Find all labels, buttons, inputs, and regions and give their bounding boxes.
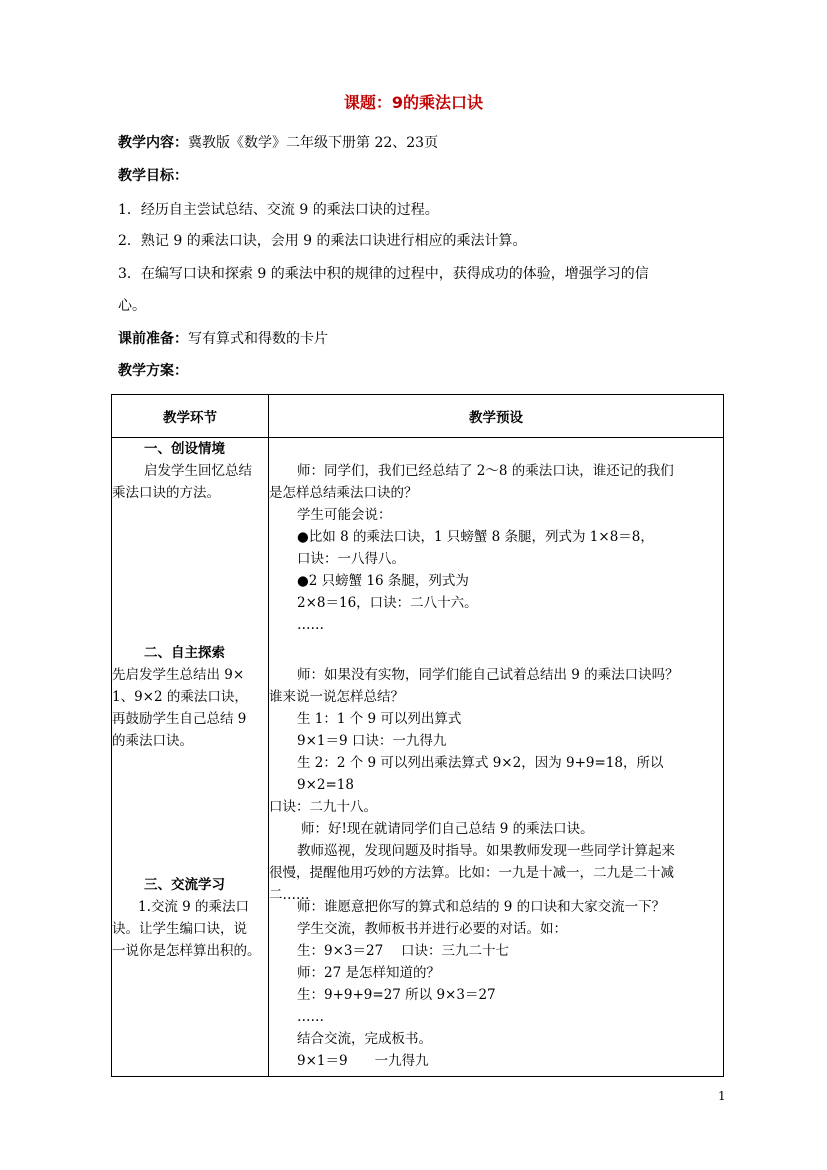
lesson-prep (118, 329, 328, 349)
stage-text: 一说你是怎样算出积的。 (112, 943, 261, 959)
plan-text: 师：27 是怎样知道的？ (297, 965, 440, 981)
stage-cell (112, 438, 269, 1077)
goal-item: 2．熟记 9 的乘法口诀，会用 9 的乘法口诀进行相应的乘法计算。 (118, 233, 527, 249)
plan-text: 师：同学们，我们已经总结了 2～8 的乘法口诀，谁还记的我们 (297, 463, 674, 479)
plan-text: ●比如 8 的乘法口诀，1 只螃蟹 8 条腿，列式为 1×8＝8， (297, 529, 654, 545)
teaching-content-label: 教学内容： (118, 135, 188, 151)
section-heading: 二、自主探索 (144, 645, 225, 661)
plan-text: …… (297, 617, 324, 633)
plan-text: 生：9+9+9=27 所以 9×3＝27 (297, 987, 496, 1003)
plan-text: 学生交流，教师板书并进行必要的对话。如： (297, 921, 567, 937)
teaching-content-value: 冀教版《数学》二年级下册第 22、23页 (188, 135, 439, 151)
page-title: 课题：9的乘法口诀 (343, 93, 484, 112)
stage-text: 再鼓励学生自己总结 9 (112, 711, 247, 727)
plan-text: 师：好!现在就请同学们自己总结 9 的乘法口诀。 (301, 821, 594, 837)
plan-text: 生 2：2 个 9 可以列出乘法算式 9×2，因为 9+9=18，所以 9×2=18 (297, 755, 664, 793)
plan-cell (269, 438, 724, 1077)
lesson-prep-label: 课前准备： (118, 331, 188, 347)
plan-text: 教师巡视，发现问题及时指导。如果教师发现一些同学计算起来 (297, 843, 675, 859)
plan-text: 师：如果没有实物，同学们能自己试着总结出 9 的乘法口诀吗？ (297, 667, 679, 683)
goal-item: 心。 (118, 298, 146, 314)
stage-text: 先启发学生总结出 9× (112, 667, 245, 683)
plan-text: ●2 只螃蟹 16 条腿，列式为 (297, 573, 469, 589)
plan-text: 9×1＝9 口诀：一九得九 (297, 733, 447, 749)
lesson-prep-value: 写有算式和得数的卡片 (188, 331, 328, 347)
plan-text: 口诀：二九十八。 (269, 799, 377, 815)
stage-text: 启发学生回忆总结 (144, 463, 252, 479)
stage-text: 1、9×2 的乘法口诀， (112, 689, 248, 705)
stage-text: 诀。让学生编口诀，说 (112, 921, 247, 937)
plan-text: 生：9×3＝27 口诀：三九二十七 (297, 943, 509, 959)
column-header-plan: 教学预设 (269, 395, 724, 438)
plan-text: …… (297, 1009, 324, 1025)
plan-text: 师：谁愿意把你写的算式和总结的 9 的口诀和大家交流一下？ (297, 899, 666, 915)
plan-text: 学生可能会说： (297, 507, 392, 523)
page-number: 1 (718, 1089, 726, 1103)
plan-text: 很慢，提醒他用巧妙的方法算。比如：一九是十减一，二九是二十减 (269, 865, 674, 881)
goal-item: 1．经历自主尝试总结、交流 9 的乘法口诀的过程。 (118, 202, 439, 218)
section-heading: 三、交流学习 (144, 877, 225, 893)
plan-text: 9×1＝9 一九得九 (297, 1053, 429, 1069)
teaching-plan-table (111, 394, 724, 1077)
goal-item: 3．在编写口诀和探索 9 的乘法中积的规律的过程中，获得成功的体验，增强学习的信 (118, 266, 649, 282)
teaching-content (118, 133, 438, 153)
stage-text: 乘法口诀的方法。 (112, 485, 220, 501)
plan-text: 结合交流，完成板书。 (297, 1031, 432, 1047)
plan-text: 2×8＝16，口诀：二八十六。 (297, 595, 478, 611)
teaching-plan-label (118, 361, 188, 381)
plan-text: 口诀：一八得八。 (297, 551, 405, 567)
plan-label-text: 教学方案： (118, 363, 188, 379)
goals-label-text: 教学目标： (118, 168, 188, 184)
plan-text: 二…… (269, 887, 310, 903)
section-heading: 一、创设情境 (144, 441, 225, 457)
table-header-row (112, 395, 724, 438)
plan-text: 谁来说一说怎样总结？ (269, 689, 404, 705)
teaching-goals-label (118, 166, 188, 186)
plan-text: 生 1：1 个 9 可以列出算式 (297, 711, 462, 727)
table-row (112, 438, 724, 1077)
plan-text: 是怎样总结乘法口诀的？ (269, 485, 418, 501)
column-header-stage: 教学环节 (112, 395, 269, 438)
stage-text: 1.交流 9 的乘法口 (138, 899, 250, 915)
stage-text: 的乘法口诀。 (112, 733, 193, 749)
